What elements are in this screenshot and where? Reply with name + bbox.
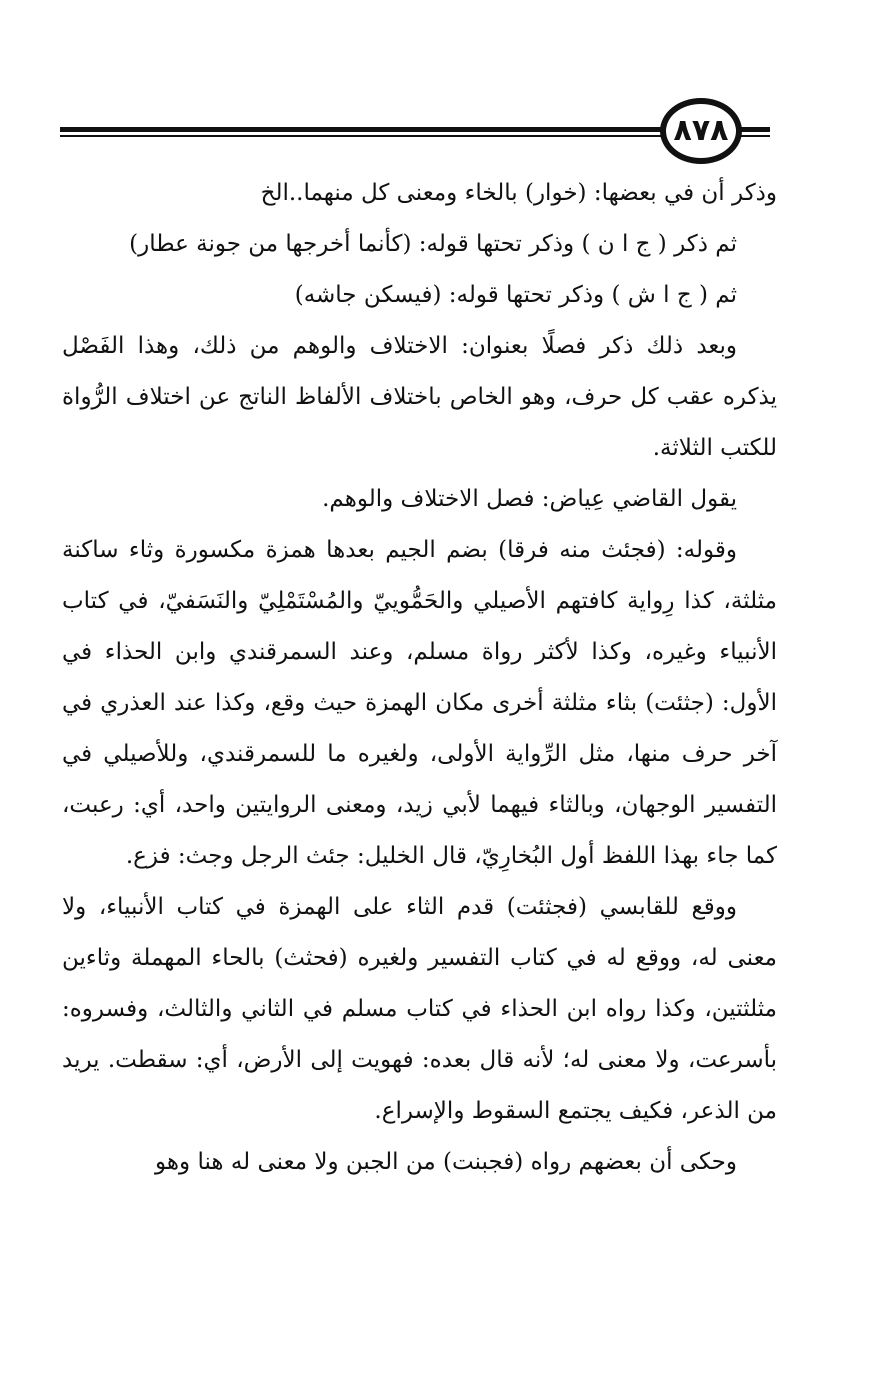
paragraph-8: وحكى أن بعضهم رواه (فجبنت) من الجبن ولا معنى له هنا وهو [155,1149,737,1175]
page-header [60,98,770,168]
paragraph-5: يقول القاضي عِياض: فصل الاختلاف والوهم. [322,486,737,512]
header-rule-left [60,124,720,138]
paragraph-2: ثم ذكر ( ج ا ن ) وذكر تحتها قوله: (كأنما أخرجها من جونة عطار) [129,231,737,257]
body-text [62,168,777,1188]
paragraph-3: ثم ( ج ا ش ) وذكر تحتها قوله: (فيسكن جاشه) [294,282,737,308]
paragraph-4: وبعد ذلك ذكر فصلًا بعنوان: الاختلاف والوهم من ذلك، وهذا الفَصْل يذكره عقب كل حرف، وهو الخاص باختلاف الألفاظ الناتج عن اختلاف الرُّواة للكتب الثلاثة. [62,333,777,461]
page-number-badge: ٨٧٨ [660,98,742,164]
paragraph-1: وذكر أن في بعضها: (خوار) بالخاء ومعنى كل منهما..الخ [260,180,777,206]
paragraph-6: وقوله: (فجئث منه فرقا) بضم الجيم بعدها همزة مكسورة وثاء ساكنة مثلثة، كذا رِواية كافتهم الأصيلي والحَمُّوييّ والمُسْتَمْلِيّ والنَسَفيّ، في كتاب الأنبياء وغيره، وكذا لأكثر رواة مسلم، وعند السمرقندي وابن الحذاء في الأول: (جثئت) بثاء مثلثة أخرى مكان الهمزة حيث وقع، وكذا عند العذري في آخر حرف منها، مثل الرِّواية الأولى، ولغيره ما للسمرقندي، وللأصيلي في التفسير الوجهان، وبالثاء فيهما لأبي زيد، ومعنى الروايتين واحد، أي: رعبت، كما جاء بهذا اللفظ أول البُخارِيّ، قال الخليل: جئث الرجل وجث: فزع. [62,537,777,869]
paragraph-7: ووقع للقابسي (فجثئت) قدم الثاء على الهمزة في كتاب الأنبياء، ولا معنى له، ووقع له في كتاب التفسير ولغيره (فحثث) بالحاء المهملة وثاءين مثلثتين، وكذا رواه ابن الحذاء في كتاب مسلم في الثاني والثالث، وفسروه: بأسرعت، ولا معنى له؛ لأنه قال بعده: فهويت إلى الأرض، أي: سقطت. يريد من الذعر، فكيف يجتمع السقوط والإسراع. [62,894,777,1124]
